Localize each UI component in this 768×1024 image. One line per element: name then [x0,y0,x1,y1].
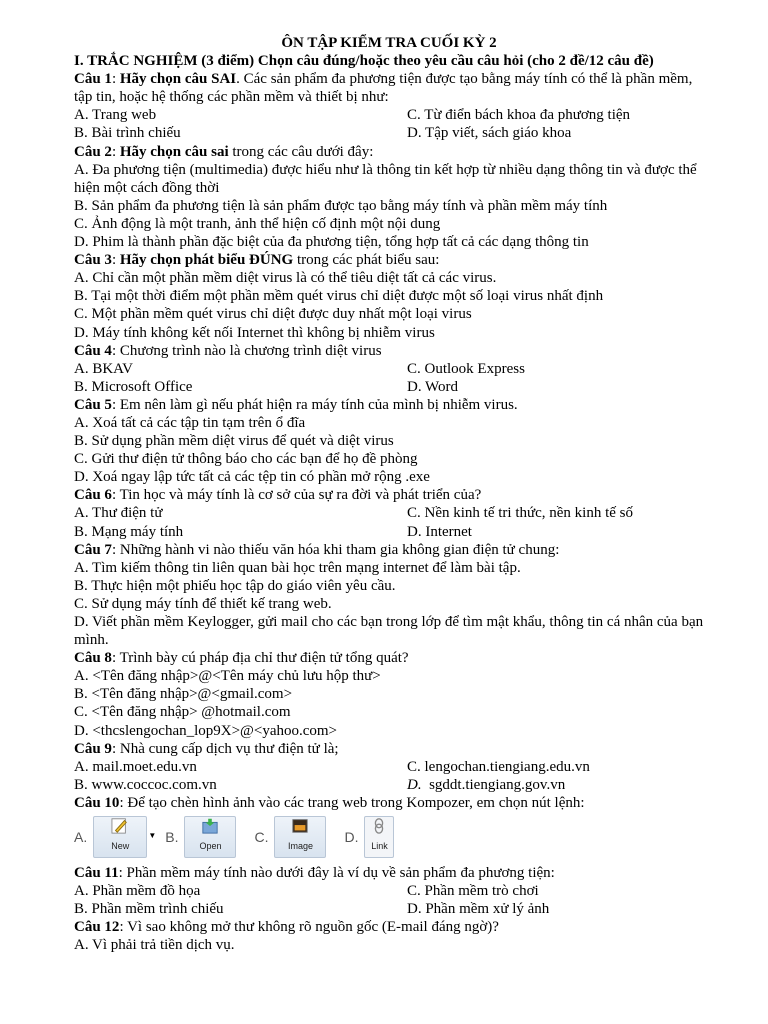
q11-options-bd: B. Phần mềm trình chiếu D. Phần mềm xử lý ảnh [74,901,550,918]
question-11: Câu 11: Phần mềm máy tính nào dưới đây là ví dụ về sản phẩm đa phương tiện: [74,865,555,882]
q9-options-ac: A. mail.moet.edu.vn C. lengochan.tiengiang.edu.vn [74,758,590,775]
q5-option-b: B. Sử dụng phần mềm diệt virus để quét và diệt virus [74,433,394,450]
q3-option-c: C. Một phần mềm quét virus chỉ diệt được duy nhất một loại virus [74,306,472,323]
link-button[interactable] [364,816,394,858]
question-5: Câu 5: Em nên làm gì nếu phát hiện ra máy tính của mình bị nhiễm virus. [74,396,518,413]
q3-option-b: B. Tại một thời điểm một phần mềm quét virus chỉ diệt được một số loại virus nhất định [74,288,604,305]
q10-option-d-label: D. [344,828,359,845]
image-icon [289,817,311,835]
question-3: Câu 3: Hãy chọn phát biểu ĐÚNG trong các phát biểu sau: [74,252,440,269]
q8-option-d: D. <thcslengochan_lop9X>@<yahoo.com> [74,722,338,739]
question-12: Câu 12: Vì sao không mở thư không rõ nguồn gốc (E-mail đáng ngờ)? [74,919,499,936]
q12-option-a: A. Vì phải trả tiền dịch vụ. [74,937,235,954]
question-2: Câu 2: Hãy chọn câu sai trong các câu dưới đây: [74,143,374,160]
link-chain-icon [368,817,390,835]
q4-options-ac: A. BKAV C. Outlook Express [74,360,525,377]
link-button-caption: Link [371,840,388,851]
q8-option-b: B. <Tên đăng nhập>@<gmail.com> [74,686,293,703]
q11-options-ac: A. Phần mềm đồ họa C. Phần mềm trò chơi [74,883,539,900]
question-1: Câu 1: Hãy chọn câu SAI. Các sản phẩm đa phương tiện được tạo bằng máy tính có thể là phần mềm, tập tin, hoặc hệ thống các phần mềm và thiết bị như: [74,71,693,106]
q1-options-bd: B. Bài trình chiếu D. Tập viết, sách giáo khoa [74,125,572,142]
new-pencil-icon [109,817,131,835]
question-6: Câu 6: Tin học và máy tính là cơ sở của sự ra đời và phát triển của? [74,487,482,504]
q9-options-bd: B. www.coccoc.com.vn D. sgddt.tiengiang.gov.vn [74,776,566,793]
q5-option-a: A. Xoá tất cả các tập tin tạm trên ổ đĩa [74,414,306,431]
section-heading: I. TRẮC NGHIỆM (3 điểm) Chọn câu đúng/hoặc theo yêu cầu câu hỏi (cho 2 đề/12 câu đề) [74,53,654,70]
q2-option-c: C. Ảnh động là một tranh, ảnh thể hiện cố định một nội dung [74,215,441,232]
open-folder-icon [199,817,221,835]
question-4: Câu 4: Chương trình nào là chương trình diệt virus [74,342,382,359]
q7-option-a: A. Tìm kiếm thông tin liên quan bài học trên mạng internet để làm bài tập. [74,559,521,576]
q5-option-d: D. Xoá ngay lập tức tất cả các tệp tin có phần mở rộng .exe [74,469,430,486]
q10-option-b-label: B. [165,828,179,845]
q7-option-c: C. Sử dụng máy tính để thiết kế trang web. [74,595,332,612]
q10-toolbar-options [74,811,704,863]
q7-option-d: D. Viết phần mềm Keylogger, gửi mail cho các bạn trong lớp để tìm mật khẩu, thông tin cá nhân của bạn mình. [74,614,704,649]
new-button-caption: New [111,840,130,851]
open-button[interactable] [184,816,236,858]
open-button-caption: Open [199,840,222,851]
question-9: Câu 9: Nhà cung cấp dịch vụ thư điện tử là; [74,740,339,757]
q6-options-ac: A. Thư điện tử C. Nền kinh tế tri thức, nền kinh tế số [74,505,634,522]
q2-option-a: A. Đa phương tiện (multimedia) được hiểu như là thông tin kết hợp từ nhiều dạng thông tin và được thể hiện một cách đồng thời [74,161,697,196]
q4-options-bd: B. Microsoft Office D. Word [74,378,459,395]
image-button[interactable] [274,816,326,858]
document-page [74,34,704,955]
q8-option-a: A. <Tên đăng nhập>@<Tên máy chủ lưu hộp thư> [74,668,381,685]
q2-option-b: B. Sản phẩm đa phương tiện là sản phẩm được tạo bằng máy tính và phần mềm máy tính [74,197,608,214]
q6-options-bd: B. Mạng máy tính D. Internet [74,523,472,540]
image-button-caption: Image [287,840,313,851]
q5-option-c: C. Gửi thư điện tử thông báo cho các bạn để họ đề phòng [74,451,418,468]
question-10: Câu 10: Để tạo chèn hình ảnh vào các trang web trong Kompozer, em chọn nút lệnh: [74,794,585,811]
question-8: Câu 8: Trình bày cú pháp địa chỉ thư điện tử tổng quát? [74,650,409,667]
q1-options-ac: A. Trang web C. Từ điển bách khoa đa phương tiện [74,107,631,124]
q8-option-c: C. <Tên đăng nhập> @hotmail.com [74,704,291,721]
q7-option-b: B. Thực hiện một phiếu học tập do giáo viên yêu cầu. [74,577,396,594]
q10-option-c-label: C. [254,828,269,845]
q3-option-a: A. Chỉ cần một phần mềm diệt virus là có thể tiêu diệt tất cả các virus. [74,270,497,287]
new-button[interactable] [93,816,157,858]
document-title: ÔN TẬP KIỂM TRA CUỐI KỲ 2 [281,35,497,51]
q10-option-a-label: A. [74,828,88,845]
question-7: Câu 7: Những hành vi nào thiếu văn hóa khi tham gia không gian điện tử chung: [74,541,560,558]
q2-option-d: D. Phim là thành phần đặc biệt của đa phương tiện, tổng hợp tất cả các dạng thông tin [74,234,589,251]
dropdown-arrow-icon: ▼ [148,831,157,841]
q3-option-d: D. Máy tính không kết nối Internet thì không bị nhiễm virus [74,324,435,341]
